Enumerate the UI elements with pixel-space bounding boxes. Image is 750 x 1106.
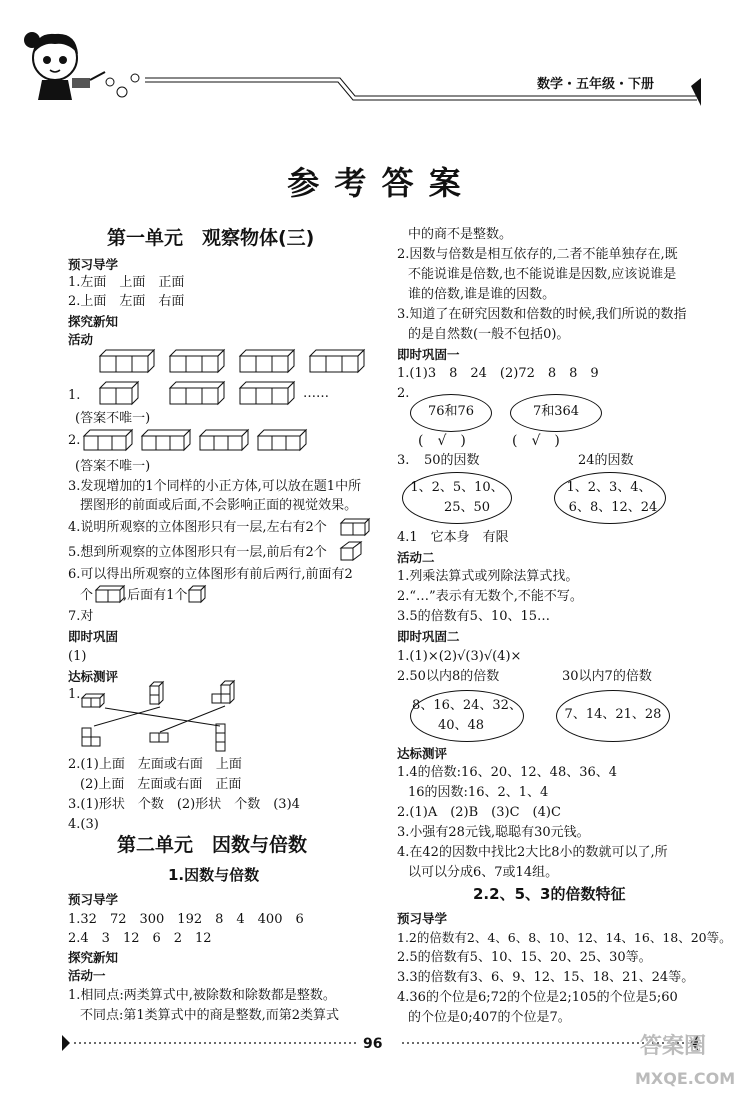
note-text: (答案不唯一) — [75, 459, 151, 474]
oval-text: 1、2、5、10、 — [410, 480, 504, 495]
oval-caption: 50的因数 — [424, 453, 480, 468]
oval-text: 76和76 — [427, 404, 475, 419]
u2-section-preview2: 预习导学 — [397, 911, 448, 926]
answer-line: 5.想到所观察的立体图形只有一层,前后有2个 — [68, 545, 327, 560]
answer-line: 3.3的倍数有3、6、9、12、15、18、21、24等。 — [397, 970, 695, 985]
answer-line: 3.小强有28元钱,聪聪有30元钱。 — [397, 825, 590, 840]
answer-line: 3.知道了在研究因数和倍数的时候,我们所说的数指 — [397, 307, 687, 322]
answer-line: 摆图形的前面或后面,不会影响正面的视觉效果。 — [80, 498, 358, 513]
u2-sec2-title: 2.2、5、3的倍数特征 — [473, 885, 626, 903]
oval-text: 7、14、21、28 — [564, 707, 662, 722]
u2-sec1-title: 1.因数与倍数 — [168, 866, 260, 884]
check-mark: ( √ ) — [418, 433, 466, 449]
answer-line: 1.4的倍数:16、20、12、48、36、4 — [397, 765, 618, 780]
answer-line: 2.“…”表示有无数个,不能不写。 — [397, 589, 583, 604]
q-number: 1. — [68, 388, 81, 403]
double-cube-icon — [95, 585, 125, 605]
header-book-label: 数学・五年级・下册 — [537, 77, 655, 92]
page-title: 参 考 答 案 — [287, 164, 463, 202]
watermark-logo: 答案圈 — [640, 1034, 707, 1059]
answer-line: 2.(1)上面 左面或右面 上面 — [68, 757, 242, 772]
u1-line: 2.上面 左面 右面 — [68, 294, 185, 309]
answer-line: 不同点:第1类算式中的商是整数,而第2类算式 — [80, 1008, 340, 1023]
u2-section-practice2: 即时巩固二 — [397, 629, 460, 644]
oval-text: 1、2、3、4、 — [566, 480, 652, 495]
answer-line: ,后面有1个 — [123, 588, 188, 603]
note-text: (答案不唯一) — [75, 411, 151, 426]
oval-text: 8、16、24、32、 — [412, 698, 522, 713]
oval-caption: 24的因数 — [578, 453, 634, 468]
answer-line: 4.说明所观察的立体图形只有一层,左右有2个 — [68, 520, 327, 535]
cube-figures-row2 — [90, 382, 330, 412]
answer-line: 中的商不是整数。 — [408, 227, 513, 242]
answer-line: 个 — [80, 588, 94, 603]
q-number: 3. — [397, 453, 410, 468]
answer-line: 不能说谁是倍数,也不能说谁是因数,应该说谁是 — [408, 267, 677, 282]
u2-section-preview: 预习导学 — [68, 892, 119, 907]
deep-cube-icon — [340, 541, 364, 563]
u1-section-preview: 预习导学 — [68, 257, 119, 272]
answer-line: (2)上面 左面或右面 正面 — [80, 777, 242, 792]
cube-figures-row3 — [80, 430, 320, 460]
u2-section-explore: 探究新知 — [68, 950, 119, 965]
answer-line: 的是自然数(一般不包括0)。 — [408, 327, 570, 342]
answer-line: 1.相同点:两类算式中,被除数和除数都是整数。 — [68, 988, 336, 1003]
answer-line: 1.(1)×(2)√(3)√(4)× — [397, 649, 522, 664]
u2-section-activity1: 活动一 — [68, 968, 106, 983]
u1-section-activity: 活动 — [68, 332, 94, 347]
answer-line: 3.(1)形状 个数 (2)形状 个数 (3)4 — [68, 797, 300, 812]
check-mark: ( √ ) — [512, 433, 560, 449]
oval-text: 40、48 — [437, 718, 485, 733]
double-cube-icon — [340, 518, 370, 538]
u1-section-assessment: 达标测评 — [68, 669, 119, 684]
answer-line: 4.(3) — [68, 817, 99, 832]
cube-figures-row1 — [90, 350, 410, 380]
answer-line: 4.在42的因数中找比2大比8小的数就可以了,所 — [397, 845, 668, 860]
oval-text: 25、50 — [443, 500, 491, 515]
q-number: 2. — [397, 386, 410, 401]
q-number: 1. — [68, 687, 81, 702]
unit2-title: 第二单元 因数与倍数 — [117, 834, 308, 856]
answer-line: 2.5的倍数有5、10、15、20、25、30等。 — [397, 950, 652, 965]
oval-text: 7和364 — [532, 404, 580, 419]
u2-section-practice1: 即时巩固一 — [397, 347, 460, 362]
u1-section-explore: 探究新知 — [68, 314, 119, 329]
answer-line: 3.发现增加的1个同样的小正方体,可以放在题1中所 — [68, 479, 362, 494]
page-number: 96 — [363, 1036, 383, 1052]
answer-line: 1.32 72 300 192 8 4 400 6 — [68, 912, 304, 927]
answer-line: 3.5的倍数有5、10、15… — [397, 609, 551, 624]
answer-line: (1) — [68, 649, 87, 664]
answer-line: 2.50以内8的倍数 — [397, 669, 500, 684]
single-cube-icon — [188, 585, 208, 605]
girl-mascot-icon — [10, 22, 150, 107]
answer-line: 16的因数:16、2、1、4 — [408, 785, 549, 800]
answer-line: 2.(1)A (2)B (3)C (4)C — [397, 805, 561, 820]
answer-line: 谁的倍数,谁是谁的因数。 — [408, 287, 556, 302]
answer-line: 4.1 它本身 有限 — [397, 530, 509, 545]
answer-line: 6.可以得出所观察的立体图形有前后两行,前面有2 — [68, 567, 353, 582]
u2-section-activity2: 活动二 — [397, 550, 435, 565]
watermark-url: MXQE.COM — [635, 1069, 736, 1088]
u2-section-assessment: 达标测评 — [397, 746, 448, 761]
oval-text: 6、8、12、24 — [568, 500, 658, 515]
answer-line: 1.(1)3 8 24 (2)72 8 8 9 — [397, 366, 599, 381]
answer-line: 的个位是0;407的个位是7。 — [408, 1010, 571, 1025]
ellipsis-text: …… — [303, 386, 329, 401]
answer-line: 2.4 3 12 6 2 12 — [68, 931, 212, 946]
answer-line: 以可以分成6、7或14组。 — [408, 865, 559, 880]
answer-line: 2.因数与倍数是相互依存的,二者不能单独存在,既 — [397, 247, 678, 262]
u1-section-practice: 即时巩固 — [68, 629, 119, 644]
u1-line: 1.左面 上面 正面 — [68, 275, 185, 290]
matching-diagram — [80, 684, 260, 754]
answer-line: 1.列乘法算式或列除法算式找。 — [397, 569, 579, 584]
answer-line: 1.2的倍数有2、4、6、8、10、12、14、16、18、20等。 — [397, 930, 732, 945]
unit1-title: 第一单元 观察物体(三) — [107, 227, 315, 249]
answer-line: 7.对 — [68, 609, 94, 624]
oval-caption: 30以内7的倍数 — [562, 669, 652, 684]
q-number: 2. — [68, 433, 81, 448]
answer-line: 4.36的个位是6;72的个位是2;105的个位是5;60 — [397, 990, 678, 1005]
